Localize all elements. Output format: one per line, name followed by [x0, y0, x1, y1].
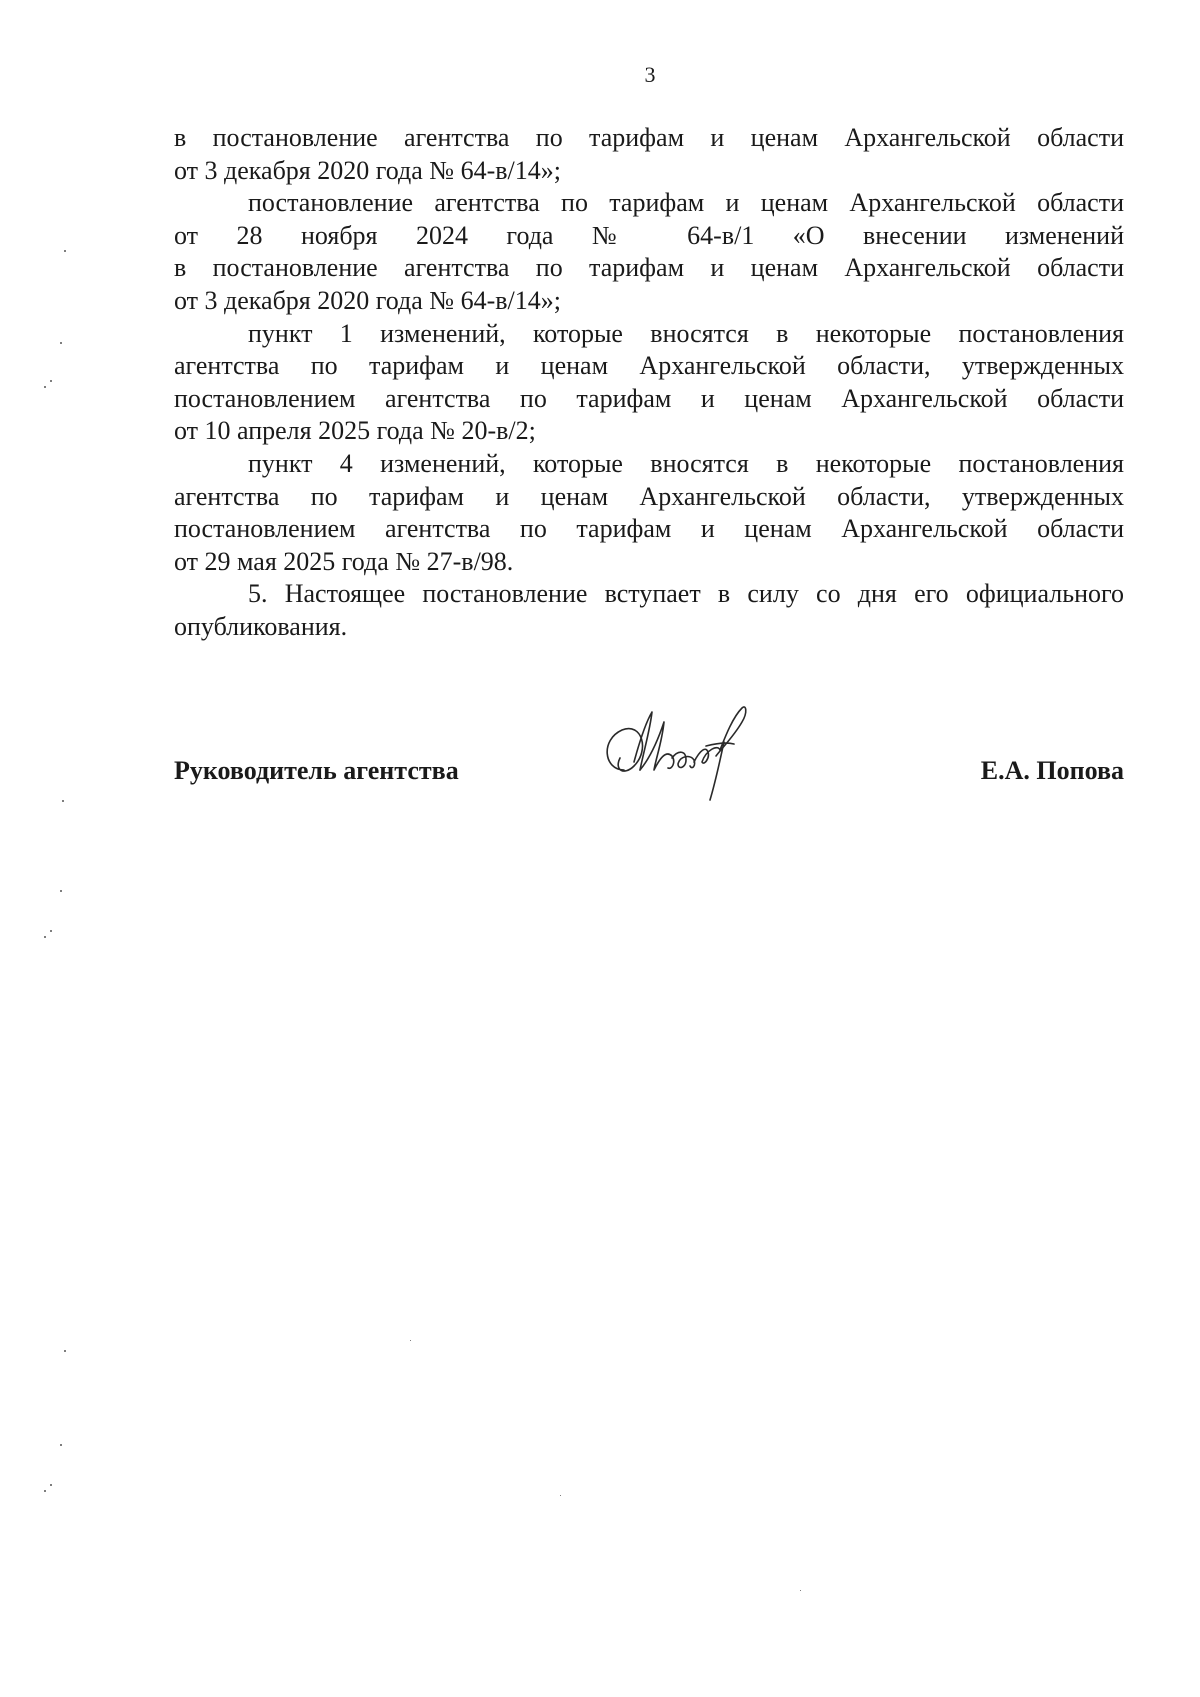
text-line: агентства по тарифам и ценам Архангельской области, утвержденных: [174, 481, 1124, 511]
text-line: от 3 декабря 2020 года № 64-в/14»;: [174, 285, 561, 315]
paragraph-5: [174, 578, 1124, 643]
scan-speck: [800, 1590, 801, 1591]
text-line: постановлением агентства по тарифам и ценам Архангельской области: [174, 383, 1124, 413]
text-line: от 3 декабря 2020 года № 64-в/14»;: [174, 155, 561, 185]
text-line: постановлением агентства по тарифам и ценам Архангельской области: [174, 514, 1124, 544]
signatory-name: Е.А. Попова: [980, 756, 1124, 785]
text-line: 5. Настоящее постановление вступает в силу со дня его официального: [248, 579, 1124, 609]
page-number: 3: [644, 62, 656, 87]
text-line: от 29 мая 2025 года № 27-в/98.: [174, 546, 514, 576]
text-line: в постановление агентства по тарифам и ценам Архангельской области: [174, 253, 1124, 283]
scan-speck: [60, 890, 62, 892]
paragraph-2: [174, 187, 1124, 317]
scan-speck: [50, 380, 52, 382]
scan-speck: [60, 342, 62, 344]
scan-speck: [60, 1444, 62, 1446]
scan-speck: [64, 1350, 66, 1352]
scan-speck: [64, 250, 66, 252]
paragraph-4: [174, 448, 1124, 578]
scan-speck: [44, 936, 46, 938]
signature-block: [174, 700, 1124, 820]
scan-speck: [62, 800, 64, 802]
text-line: опубликования.: [174, 611, 348, 641]
scan-speck: [44, 1490, 46, 1492]
scan-speck: [410, 1340, 411, 1341]
scan-speck: [44, 386, 46, 388]
text-line: пункт 1 изменений, которые вносятся в некоторые постановления: [248, 318, 1124, 348]
scan-speck: [50, 930, 52, 932]
scan-speck: [50, 1484, 52, 1486]
text-line: агентства по тарифам и ценам Архангельской области, утвержденных: [174, 351, 1124, 381]
text-line: постановление агентства по тарифам и ценам Архангельской области: [248, 188, 1124, 218]
text-line: пункт 4 изменений, которые вносятся в некоторые постановления: [248, 448, 1124, 478]
text-line: от 10 апреля 2025 года № 20-в/2;: [174, 416, 536, 446]
document-body: [174, 122, 1124, 644]
paragraph-3: [174, 318, 1124, 448]
text-line: в постановление агентства по тарифам и ценам Архангельской области: [174, 123, 1124, 152]
handwritten-signature: [594, 700, 774, 810]
text-line: от 28 ноября 2024 года № 64-в/1 «О внесении изменений: [174, 220, 1124, 250]
signatory-position: Руководитель агентства: [174, 756, 459, 785]
scan-speck: [560, 1495, 561, 1496]
paragraph-1: [174, 122, 1124, 187]
